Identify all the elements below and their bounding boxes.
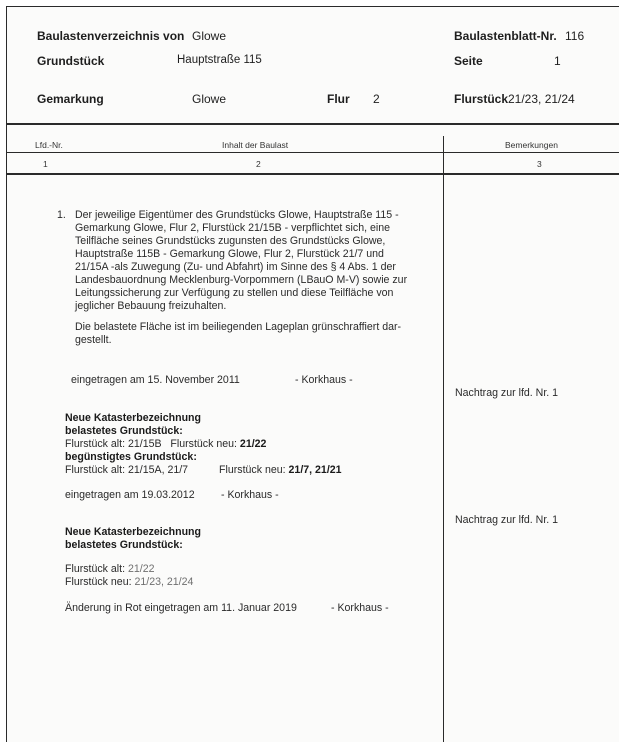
amendment2-block bbox=[65, 526, 201, 552]
amendment1-new2-value: 21/7, 21/21 bbox=[288, 464, 342, 476]
amendment1-registered: eingetragen am 19.03.2012 bbox=[65, 489, 195, 501]
amendment1-remark: Nachtrag zur lfd. Nr. 1 bbox=[455, 387, 559, 399]
amendment1-beneficiary-line bbox=[65, 464, 342, 477]
amendment2-new-label: Flurstück neu: bbox=[65, 576, 132, 588]
flur-label: Flur bbox=[327, 92, 350, 106]
entry-line: 21/15A -als Zuwegung (Zu- und Abfahrt) im Sinne des § 4 Abs. 1 der bbox=[75, 261, 396, 273]
district-value: Glowe bbox=[192, 92, 227, 106]
register-sheet bbox=[6, 6, 619, 742]
column-label-content: Inhalt der Baulast bbox=[222, 140, 289, 150]
amendment1-parcel-line bbox=[65, 438, 342, 451]
sheet-number-value: 116 bbox=[565, 29, 585, 43]
parcel-value: 21/23, 21/24 bbox=[508, 92, 575, 106]
entry-line: Hauptstraße 115B - Gemarkung Glowe, Flur 2, Flurstück 21/7 und bbox=[75, 248, 384, 260]
column-label-rule bbox=[7, 152, 619, 153]
page-value: 1 bbox=[554, 54, 561, 68]
entry-number: 1. bbox=[57, 209, 66, 221]
amendment2-parcels bbox=[65, 563, 193, 589]
amendment1-old-parcel: Flurstück alt: 21/15B bbox=[65, 438, 162, 450]
amendment2-heading: Neue Katasterbezeichnung bbox=[65, 526, 201, 538]
header-rule bbox=[7, 123, 619, 125]
column-label-number: Lfd.-Nr. bbox=[35, 140, 63, 150]
area-note bbox=[75, 321, 401, 347]
column-label-remarks: Bemerkungen bbox=[505, 140, 558, 150]
amendment2-registered: Änderung in Rot eingetragen am 11. Januar 2019 bbox=[65, 602, 297, 614]
amendment2-new-value: 21/23, 21/24 bbox=[134, 576, 194, 588]
register-value: Glowe bbox=[192, 29, 227, 43]
amendment1-new-label: Flurstück neu: bbox=[170, 438, 237, 450]
amendment2-old-line bbox=[65, 563, 193, 576]
column-number-2: 2 bbox=[256, 159, 261, 169]
column-number-3: 3 bbox=[537, 159, 542, 169]
entry-line: Landesbauordnung Mecklenburg-Vorpommern (LBauO M-V) sowie zur bbox=[75, 274, 408, 286]
amendment2-old-value: 21/22 bbox=[128, 563, 155, 575]
page-label: Seite bbox=[454, 54, 483, 68]
flur-value: 2 bbox=[373, 92, 380, 106]
amendment1-heading: Neue Katasterbezeichnung bbox=[65, 412, 201, 424]
entry-line: Teilfläche seines Grundstücks zugunsten des Grundstücks Glowe, bbox=[75, 235, 386, 247]
amendment2-remark: Nachtrag zur lfd. Nr. 1 bbox=[455, 514, 559, 526]
amendment2-signature: - Korkhaus - bbox=[331, 602, 389, 614]
entry-signature: - Korkhaus - bbox=[295, 374, 353, 386]
amendment1-signature: - Korkhaus - bbox=[221, 489, 279, 501]
amendment1-burdened-heading: belastetes Grundstück: bbox=[65, 425, 183, 437]
entry-line: Der jeweilige Eigentümer des Grundstücks Glowe, Hauptstraße 115 - bbox=[75, 209, 399, 221]
entry-line: Leitungssicherung zur Verfügung zu stellen und diese Teilfläche von bbox=[75, 287, 394, 299]
amendment1-beneficiary-heading: begünstigtes Grundstück: bbox=[65, 451, 197, 463]
plot-label: Grundstück bbox=[37, 54, 105, 68]
entry-line: jeglicher Bebauung freizuhalten. bbox=[75, 300, 227, 312]
area-line: gestellt. bbox=[75, 334, 112, 346]
area-line: Die belastete Fläche ist im beiliegenden Lageplan grünschraffiert dar- bbox=[75, 321, 402, 333]
plot-value: Hauptstraße 115 bbox=[177, 54, 262, 66]
remarks-divider bbox=[443, 136, 444, 742]
parcel-label: Flurstück bbox=[454, 92, 509, 106]
entry-registered: eingetragen am 15. November 2011 bbox=[71, 374, 240, 386]
entry-text bbox=[75, 209, 407, 313]
amendment1-old2-parcel: Flurstück alt: 21/15A, 21/7 bbox=[65, 464, 189, 476]
amendment1-new2-label: Flurstück neu: bbox=[219, 464, 286, 476]
amendment2-old-label: Flurstück alt: bbox=[65, 563, 126, 575]
amendment1-block bbox=[65, 412, 342, 477]
district-label: Gemarkung bbox=[37, 92, 104, 106]
register-label: Baulastenverzeichnis von bbox=[37, 29, 185, 43]
sheet-number-label: Baulastenblatt-Nr. bbox=[454, 29, 557, 43]
amendment1-new-value: 21/22 bbox=[239, 438, 267, 450]
column-number-rule bbox=[7, 173, 619, 175]
column-number-1: 1 bbox=[43, 159, 48, 169]
entry-line: Gemarkung Glowe, Flur 2, Flurstück 21/15B - verpflichtet sich, eine bbox=[75, 222, 390, 234]
amendment2-new-line bbox=[65, 576, 193, 589]
amendment2-burdened-heading: belastetes Grundstück: bbox=[65, 539, 183, 551]
